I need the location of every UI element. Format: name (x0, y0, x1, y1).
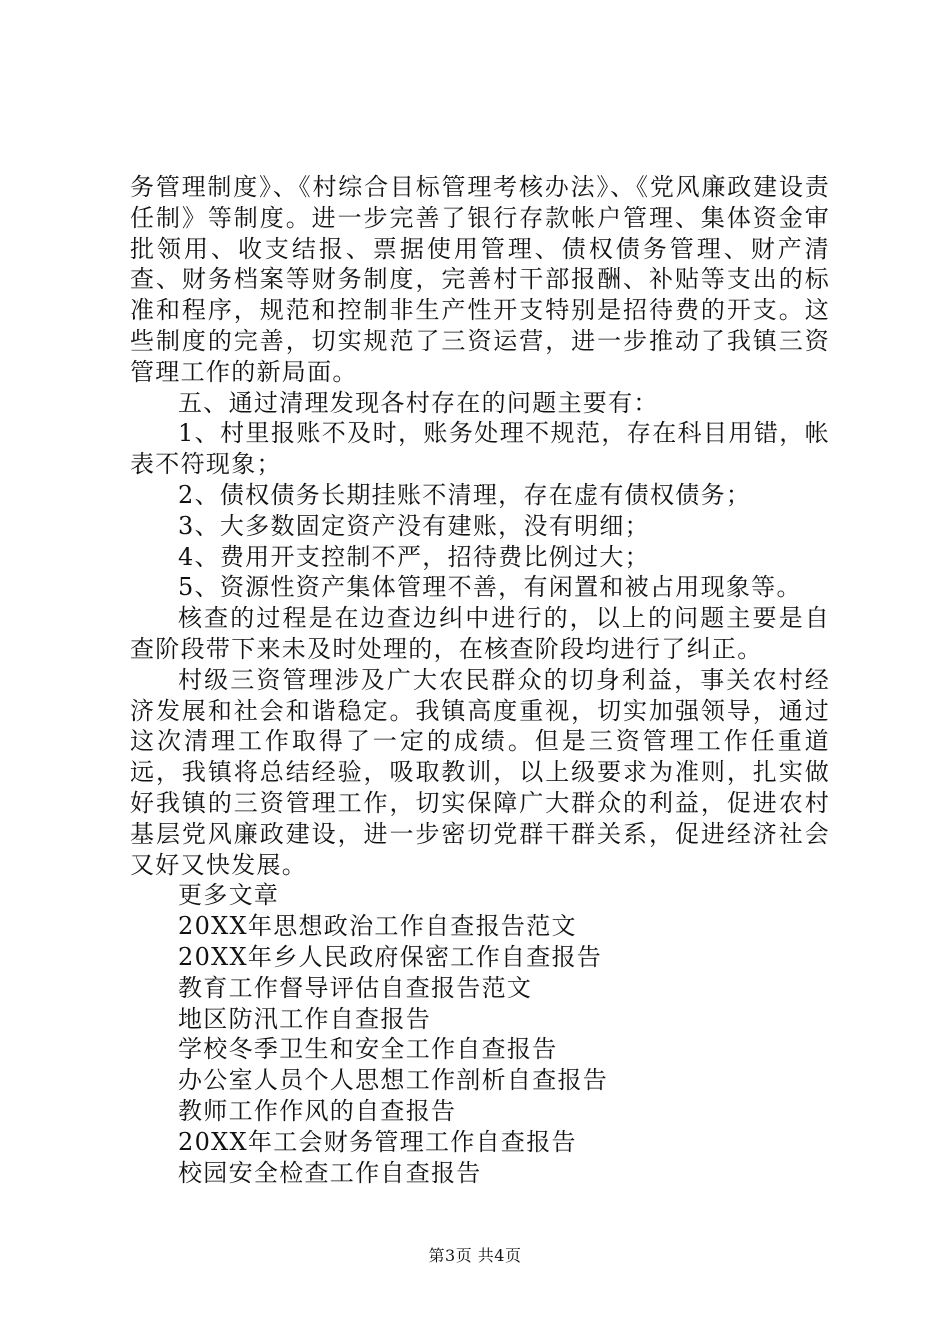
page-number: 第3页 共4页 (428, 1246, 522, 1265)
article-link[interactable]: 地区防汛工作自查报告 (178, 1004, 431, 1033)
paragraph-verification: 核查的过程是在边查边纠中进行的，以上的问题主要是自查阶段带下来未及时处理的，在核查阶段均进行了纠正。 (130, 604, 830, 663)
article-link[interactable]: 办公室人员个人思想工作剖析自查报告 (178, 1066, 609, 1095)
article-link[interactable]: 教师工作作风的自查报告 (178, 1096, 457, 1125)
paragraph-problem-4: 4、费用开支控制不严，招待费比例过大； (178, 542, 650, 571)
paragraph-conclusion: 村级三资管理涉及广大农民群众的切身利益，事关农村经济发展和社会和谐稳定。我镇高度重视，切实加强领导，通过这次清理工作取得了一定的成绩。但是三资管理工作任重道远，我镇将总结经验，吸取教训，以上级要求为准则，扎实做好我镇的三资管理工作，切实保障广大群众的利益，促进农村基层党风廉政建设，进一步密切党群干群关系，促进经济社会又好又快发展。 (130, 665, 830, 879)
more-articles-list (130, 911, 830, 1188)
paragraph-problem-5: 5、资源性资产集体管理不善，有闲置和被占用现象等。 (178, 573, 802, 602)
article-link[interactable]: 20XX年思想政治工作自查报告范文 (178, 912, 577, 941)
article-link[interactable]: 校园安全检查工作自查报告 (178, 1158, 482, 1187)
article-link[interactable]: 学校冬季卫生和安全工作自查报告 (178, 1035, 558, 1064)
article-link[interactable]: 20XX年工会财务管理工作自查报告 (178, 1127, 577, 1156)
paragraph-problems-heading: 五、通过清理发现各村存在的问题主要有： (178, 388, 659, 417)
more-articles-heading: 更多文章 (178, 881, 280, 910)
article-link[interactable]: 20XX年乡人民政府保密工作自查报告 (178, 942, 603, 971)
article-link[interactable]: 教育工作督导评估自查报告范文 (178, 973, 533, 1002)
paragraph-problem-3: 3、大多数固定资产没有建账，没有明细； (178, 511, 650, 540)
paragraph-regulations: 务管理制度》、《村综合目标管理考核办法》、《党风廉政建设责任制》等制度。进一步完善了银行存款帐户管理、集体资金审批领用、收支结报、票据使用管理、债权债务管理、财产清查、财务档案等财务制度，完善村干部报酬、补贴等支出的标准和程序，规范和控制非生产性开支特别是招待费的开支。这些制度的完善，切实规范了三资运营，进一步推动了我镇三资管理工作的新局面。 (130, 173, 830, 386)
paragraph-problem-1: 1、村里报账不及时，账务处理不规范，存在科目用错，帐表不符现象； (130, 419, 830, 479)
paragraph-problem-2: 2、债权债务长期挂账不清理，存在虚有债权债务； (178, 480, 752, 509)
document-body (130, 172, 830, 1188)
